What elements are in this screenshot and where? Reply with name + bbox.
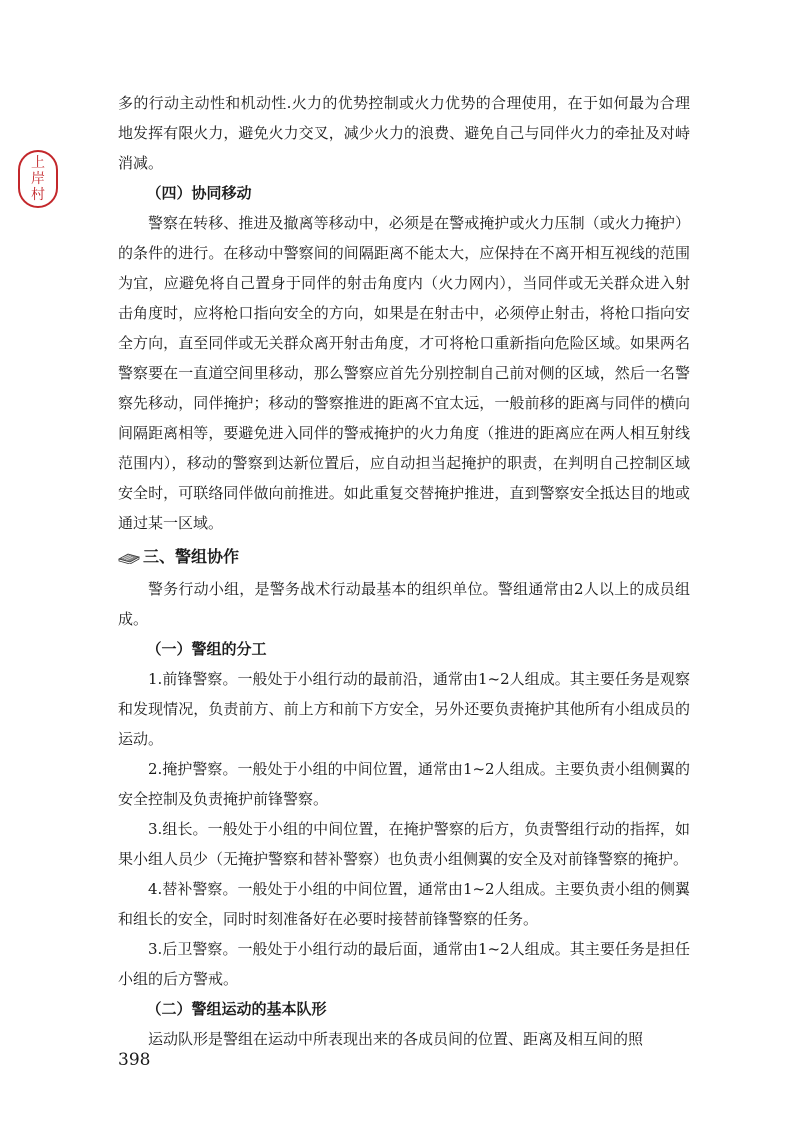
paragraph-leader: 3.组长。一般处于小组的中间位置，在掩护警察的后方，负责警组行动的指挥，如果小组人员少（无掩护警察和替补警察）也负责小组侧翼的安全及对前锋警察的掩护。: [118, 820, 690, 868]
subheading-division: （一）警组的分工: [146, 640, 267, 658]
paragraph-coordinated-movement: 警察在转移、推进及撤离等移动中，必须是在警戒掩护或火力压制（或火力掩护）的条件的进行。在移动中警察间的间隔距离不能太大，应保持在不离开相互视线的范围为宜，应避免将自己置身于同伴的射击角度内（火力网内），当同伴或无关群众进入射击角度时，应将枪口指向安全的方向，如果是在射击中，必须停止射击，将枪口指向安全方向，直至同伴或无关群众离开射击角度，才可将枪口重新指向危险区域。如果两名警察要在一直道空间里移动，那么警察应首先分别控制自己前对侧的区域，然后一名警察先移动，同伴掩护；移动的警察推进的距离不宜太远，一般前移的距离与同伴的横向间隔距离相等，要避免进入同伴的警戒掩护的火力角度（推进的距离应在两人相互射线范围内），移动的警察到达新位置后，应自动担当起掩护的职责，在判明自己控制区域安全时，可联络同伴做向前推进。如此重复交替掩护推进，直到警察安全抵达目的地或通过某一区域。: [118, 214, 690, 532]
paragraph-rearguard: 3.后卫警察。一般处于小组行动的最后面，通常由1~2人组成。其主要任务是担任小组的后方警戒。: [118, 940, 690, 988]
seal-char: 村: [31, 187, 45, 203]
book-icon: [118, 550, 140, 564]
paragraph-continuation: 多的行动主动性和机动性.火力的优势控制或火力优势的合理使用，在于如何最为合理地发挥有限火力，避免火力交叉，减少火力的浪费、避免自己与同伴火力的牵扯及对峙消减。: [118, 94, 690, 172]
section-heading: [118, 542, 690, 572]
paragraph-cover: 2.掩护警察。一般处于小组的中间位置，通常由1~2人组成。主要负责小组侧翼的安全控制及负责掩护前锋警察。: [118, 760, 690, 808]
seal-char: 上: [31, 155, 45, 171]
paragraph-formation: 运动队形是警组在运动中所表现出来的各成员间的位置、距离及相互间的照: [148, 1030, 644, 1048]
subheading-formation: （二）警组运动的基本队形: [146, 1000, 327, 1018]
page-number: 398: [118, 1050, 151, 1070]
paragraph-vanguard: 1.前锋警察。一般处于小组行动的最前沿，通常由1~2人组成。其主要任务是观察和发现情况，负责前方、前上方和前下方安全，另外还要负责掩护其他所有小组成员的运动。: [118, 670, 690, 748]
page-body: [118, 88, 690, 1054]
paragraph-police-team: 警务行动小组，是警务战术行动最基本的组织单位。警组通常由2人以上的成员组成。: [118, 580, 690, 628]
paragraph-substitute: 4.替补警察。一般处于小组的中间位置，通常由1~2人组成。主要负责小组的侧翼和组长的安全，同时时刻准备好在必要时接替前锋警察的任务。: [118, 880, 690, 928]
subheading-coordinated-movement: （四）协同移动: [146, 184, 252, 202]
seal-stamp: [18, 150, 58, 208]
seal-char: 岸: [31, 171, 45, 187]
section-heading-text: 三、警组协作: [143, 547, 240, 566]
